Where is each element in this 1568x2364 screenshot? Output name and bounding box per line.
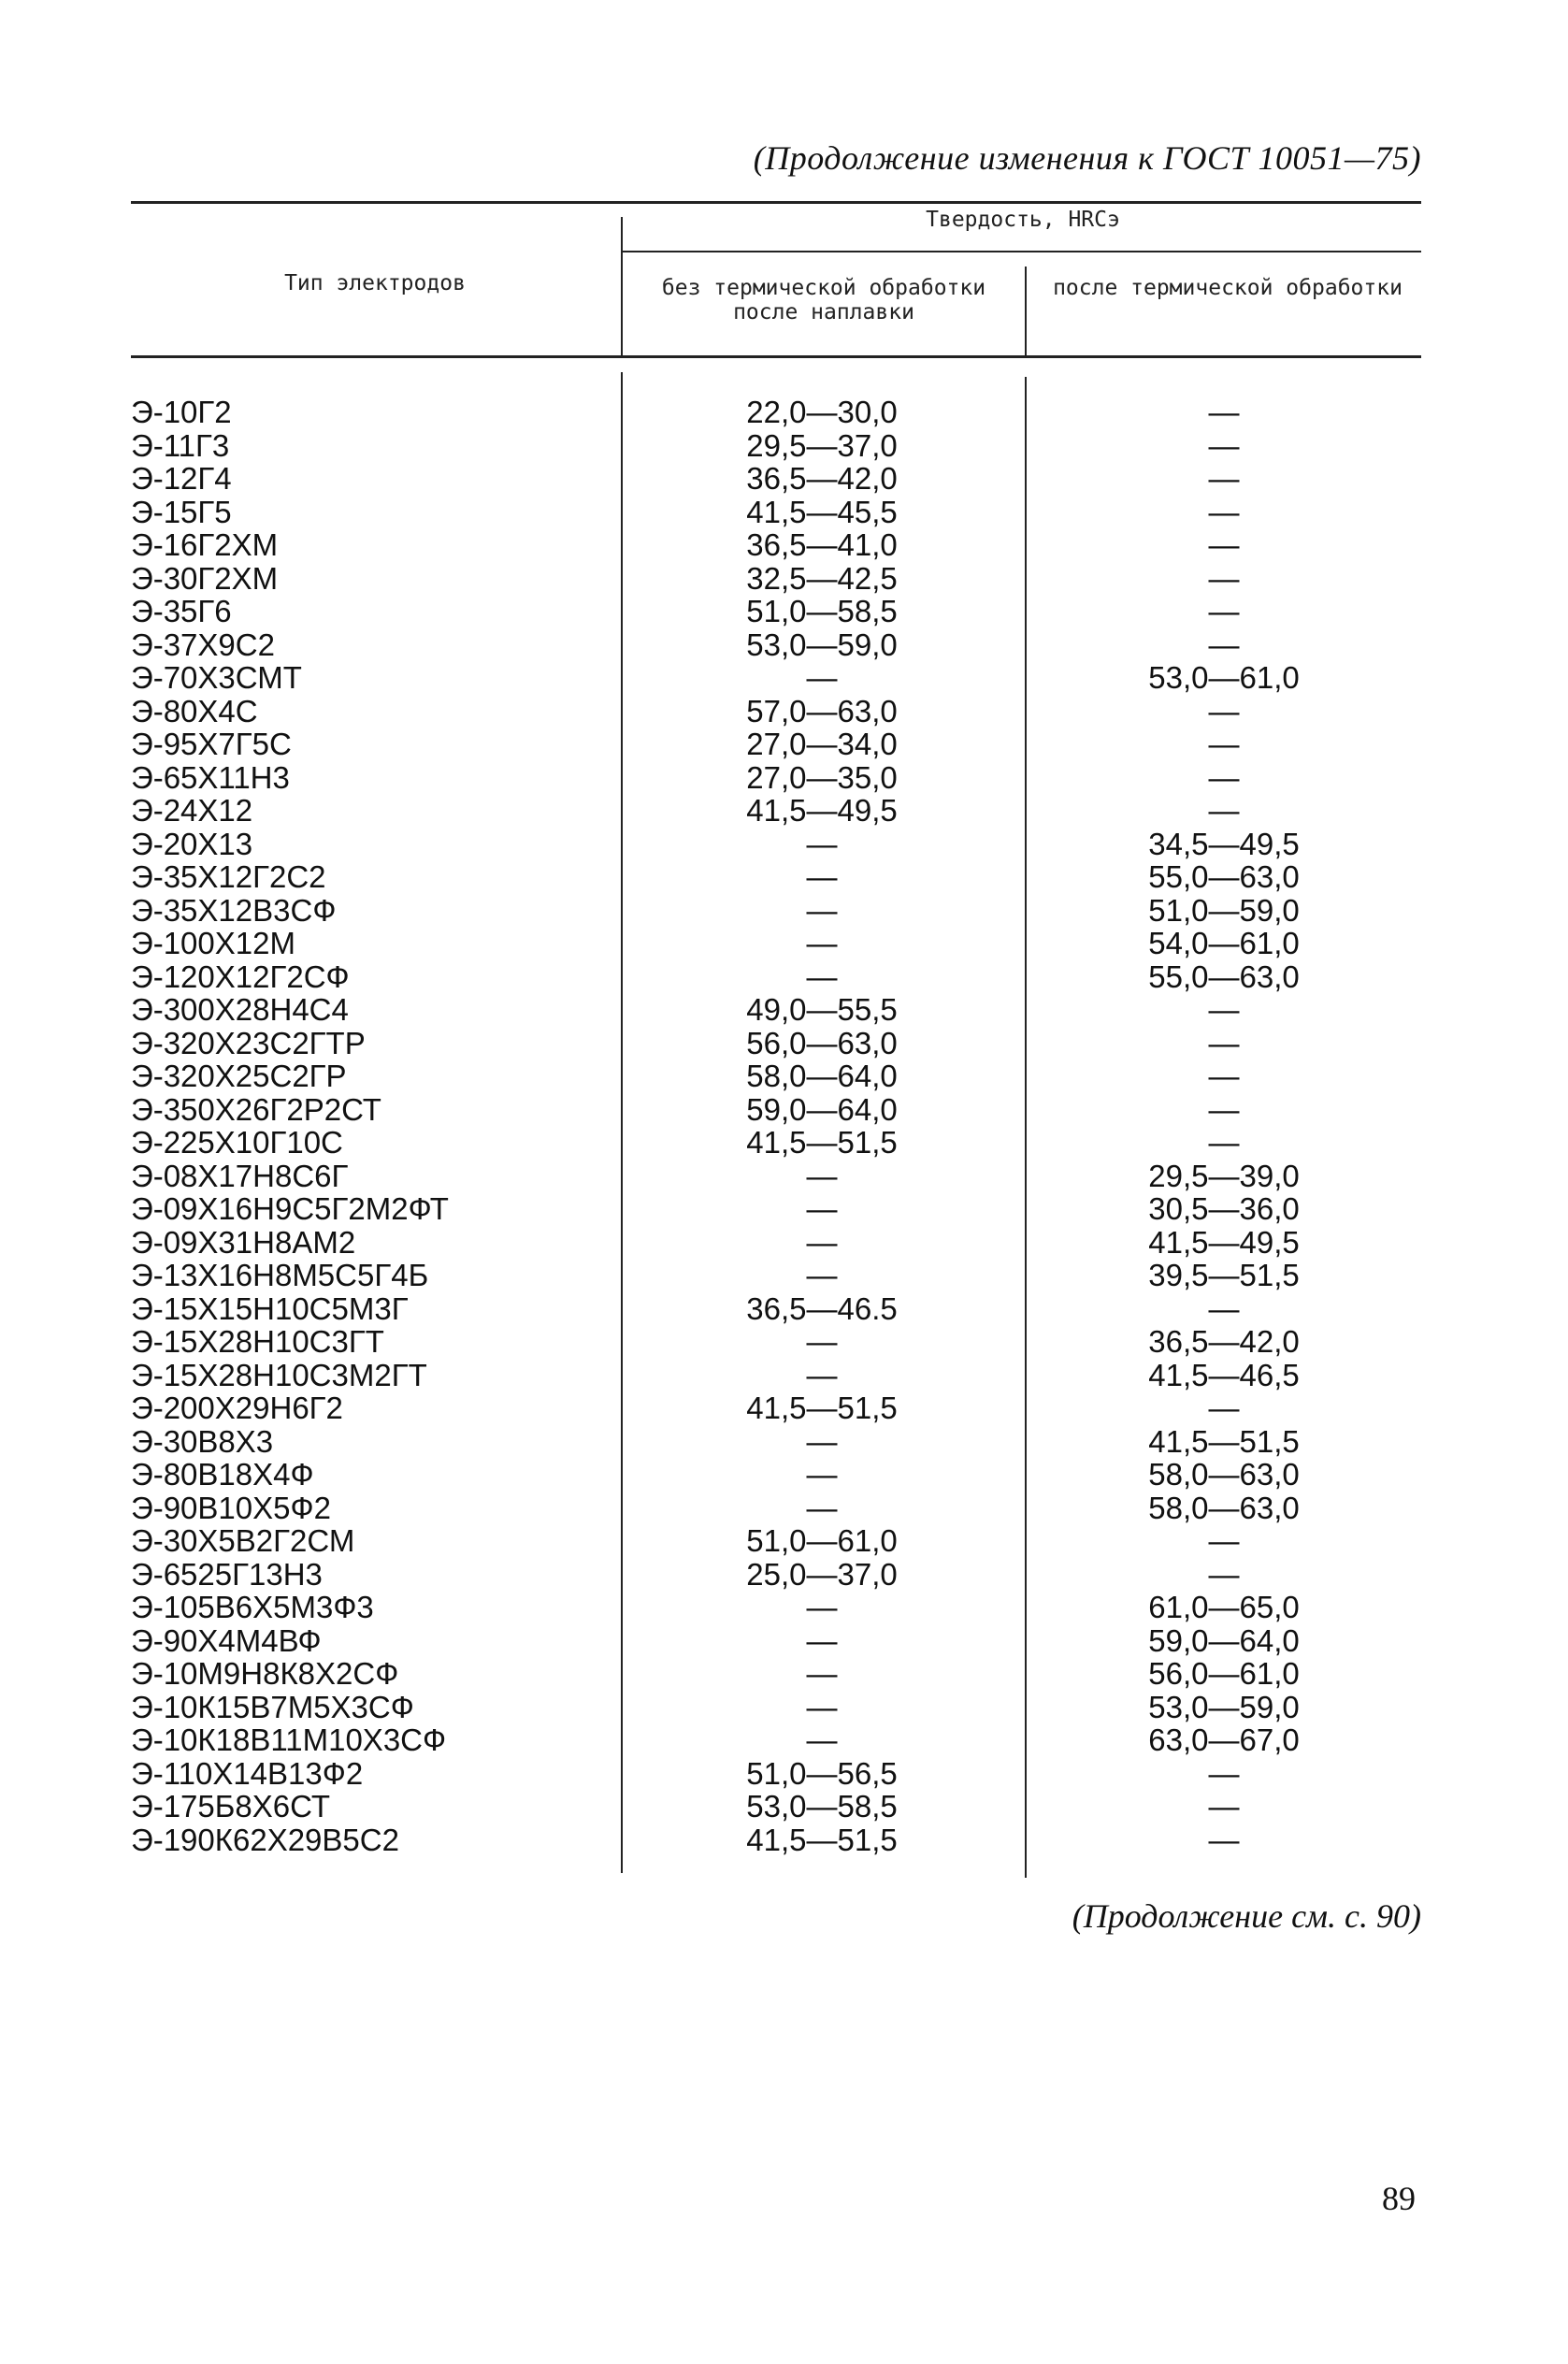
- electrode-type-cell: Э-105В6Х5М3Ф3: [131, 1590, 374, 1624]
- electrode-type-cell: Э-09Х16Н9С5Г2М2ФТ: [131, 1191, 449, 1226]
- electrode-type-cell: Э-100Х12М: [131, 926, 295, 960]
- col-no-heat-header: без термической обработки после наплавки: [661, 276, 986, 324]
- electrode-type-cell: Э-200Х29Н6Г2: [131, 1391, 343, 1425]
- hardness-no-heat-cell: —: [806, 1258, 838, 1292]
- electrode-type-cell: Э-190К62Х29В5С2: [131, 1822, 399, 1857]
- hardness-no-heat-cell: 51,0—58,5: [746, 594, 898, 628]
- hardness-no-heat-cell: —: [806, 1357, 838, 1392]
- hardness-subheader-rule: [622, 251, 1421, 252]
- hardness-after-heat-cell: 36,5—42,0: [1148, 1324, 1300, 1359]
- hardness-after-heat-cell: 63,0—67,0: [1148, 1723, 1300, 1757]
- hardness-after-heat-cell: —: [1208, 1125, 1240, 1160]
- hardness-after-heat-cell: 53,0—59,0: [1148, 1689, 1300, 1724]
- electrode-type-cell: Э-10К18В11М10Х3СФ: [131, 1723, 447, 1757]
- electrode-type-cell: Э-90Х4М4ВФ: [131, 1622, 322, 1658]
- electrode-type-cell: Э-10Г2: [131, 395, 232, 429]
- hardness-after-heat-cell: —: [1208, 1059, 1240, 1093]
- electrode-type-cell: Э-350Х26Г2Р2СТ: [131, 1091, 381, 1127]
- hardness-no-heat-cell: 32,5—42,5: [746, 560, 898, 596]
- hardness-no-heat-cell: 51,0—56,5: [746, 1755, 898, 1791]
- hardness-after-heat-cell: —: [1208, 1391, 1240, 1425]
- electrode-type-cell: Э-70Х3СМТ: [131, 660, 302, 695]
- hardness-no-heat-cell: —: [806, 1457, 838, 1492]
- electrode-type-cell: Э-90В10Х5Ф2: [131, 1490, 331, 1525]
- electrode-type-cell: Э-6525Г13Н3: [131, 1556, 323, 1592]
- hardness-after-heat-cell: 51,0—59,0: [1148, 892, 1300, 928]
- hardness-no-heat-cell: 53,0—58,5: [746, 1789, 898, 1823]
- hardness-after-heat-cell: —: [1208, 594, 1240, 628]
- electrode-type-cell: Э-110Х14В13Ф2: [131, 1755, 364, 1791]
- hardness-no-heat-cell: 27,0—35,0: [746, 759, 898, 795]
- electrode-type-cell: Э-95Х7Г5С: [131, 727, 292, 761]
- hardness-no-heat-cell: —: [806, 1158, 838, 1193]
- hardness-no-heat-cell: 59,0—64,0: [746, 1091, 898, 1127]
- hardness-after-heat-cell: —: [1208, 395, 1240, 429]
- electrode-type-cell: Э-320Х23С2ГТР: [131, 1025, 366, 1060]
- electrode-type-cell: Э-24Х12: [131, 793, 253, 828]
- hardness-after-heat-cell: —: [1208, 1523, 1240, 1558]
- electrode-type-cell: Э-65Х11Н3: [131, 759, 290, 795]
- hardness-no-heat-cell: —: [806, 1490, 838, 1525]
- hardness-no-heat-cell: —: [806, 1689, 838, 1724]
- electrode-type-cell: Э-20Х13: [131, 826, 253, 861]
- header-divider-mid: [1025, 267, 1027, 355]
- hardness-after-heat-cell: 56,0—61,0: [1148, 1656, 1300, 1691]
- electrode-type-cell: Э-15Х28Н10С3ГТ: [131, 1324, 384, 1359]
- electrode-type-cell: Э-11Г3: [131, 427, 230, 463]
- electrode-type-cell: Э-120Х12Г2СФ: [131, 959, 350, 994]
- hardness-after-heat-cell: —: [1208, 1025, 1240, 1060]
- electrode-type-cell: Э-15Х15Н10С5М3Г: [131, 1290, 409, 1326]
- header-bottom-rule: [131, 355, 1421, 358]
- hardness-after-heat-cell: —: [1208, 461, 1240, 496]
- electrode-type-cell: Э-30В8Х3: [131, 1423, 274, 1459]
- hardness-no-heat-cell: —: [806, 1590, 838, 1624]
- hardness-no-heat-cell: 36,5—42,0: [746, 461, 898, 496]
- hardness-after-heat-cell: —: [1208, 992, 1240, 1027]
- hardness-after-heat-cell: 29,5—39,0: [1148, 1158, 1300, 1193]
- electrode-type-cell: Э-10М9Н8К8Х2СФ: [131, 1656, 399, 1691]
- hardness-after-heat-cell: 34,5—49,5: [1148, 826, 1300, 861]
- hardness-after-heat-cell: 41,5—46,5: [1148, 1357, 1300, 1392]
- hardness-after-heat-cell: —: [1208, 1091, 1240, 1127]
- hardness-no-heat-cell: —: [806, 826, 838, 861]
- hardness-after-heat-cell: —: [1208, 427, 1240, 463]
- hardness-no-heat-cell: —: [806, 1723, 838, 1757]
- hardness-after-heat-cell: —: [1208, 1290, 1240, 1326]
- electrode-type-cell: Э-35Х12Г2С2: [131, 859, 326, 894]
- hardness-no-heat-cell: 53,0—59,0: [746, 627, 898, 662]
- hardness-no-heat-cell: 58,0—64,0: [746, 1059, 898, 1093]
- electrode-type-cell: Э-15Х28Н10С3М2ГТ: [131, 1357, 427, 1392]
- hardness-after-heat-cell: 54,0—61,0: [1148, 926, 1300, 960]
- hardness-no-heat-cell: 25,0—37,0: [746, 1556, 898, 1592]
- electrode-type-cell: Э-320Х25С2ГР: [131, 1059, 347, 1093]
- electrode-type-cell: Э-30Г2ХМ: [131, 560, 279, 596]
- hardness-no-heat-cell: 41,5—51,5: [746, 1391, 898, 1425]
- hardness-no-heat-cell: —: [806, 892, 838, 928]
- hardness-after-heat-cell: —: [1208, 727, 1240, 761]
- hardness-after-heat-cell: —: [1208, 793, 1240, 828]
- hardness-no-heat-cell: —: [806, 1324, 838, 1359]
- hardness-after-heat-cell: —: [1208, 1822, 1240, 1857]
- table-top-rule: [131, 201, 1421, 204]
- electrode-type-cell: Э-80Х4С: [131, 693, 258, 728]
- hardness-after-heat-cell: —: [1208, 759, 1240, 795]
- hardness-after-heat-cell: —: [1208, 527, 1240, 562]
- hardness-no-heat-cell: 41,5—49,5: [746, 793, 898, 828]
- hardness-no-heat-cell: —: [806, 660, 838, 695]
- hardness-after-heat-cell: 39,5—51,5: [1148, 1258, 1300, 1292]
- hardness-no-heat-cell: 36,5—41,0: [746, 527, 898, 562]
- hardness-after-heat-cell: 41,5—51,5: [1148, 1423, 1300, 1459]
- electrode-type-cell: Э-12Г4: [131, 461, 232, 496]
- hardness-after-heat-cell: 30,5—36,0: [1148, 1191, 1300, 1226]
- electrode-type-cell: Э-10К15В7М5Х3СФ: [131, 1689, 414, 1724]
- electrode-type-cell: Э-35Г6: [131, 594, 232, 628]
- electrode-type-cell: Э-37Х9С2: [131, 627, 275, 662]
- electrode-type-cell: Э-80В18Х4Ф: [131, 1457, 314, 1492]
- continuation-footer: (Продолжение см. с. 90): [1072, 1897, 1421, 1935]
- hardness-no-heat-cell: 36,5—46.5: [746, 1290, 898, 1326]
- hardness-no-heat-cell: 41,5—45,5: [746, 494, 898, 529]
- electrode-type-cell: Э-300Х28Н4С4: [131, 992, 349, 1027]
- hardness-after-heat-cell: —: [1208, 560, 1240, 596]
- hardness-after-heat-cell: —: [1208, 1556, 1240, 1592]
- hardness-after-heat-column: [1027, 396, 1421, 1856]
- hardness-no-heat-cell: 56,0—63,0: [746, 1025, 898, 1060]
- hardness-no-heat-cell: —: [806, 959, 838, 994]
- hardness-no-heat-cell: —: [806, 1622, 838, 1658]
- electrode-type-cell: Э-35Х12В3СФ: [131, 892, 337, 928]
- electrode-type-cell: Э-16Г2ХМ: [131, 527, 279, 562]
- header-divider-left: [621, 217, 623, 355]
- electrode-type-cell: Э-175Б8Х6СТ: [131, 1789, 331, 1823]
- hardness-no-heat-cell: 41,5—51,5: [746, 1125, 898, 1160]
- col-after-heat-header: после термической обработки: [1053, 276, 1403, 300]
- col-type-header: Тип электродов: [284, 271, 466, 296]
- hardness-after-heat-cell: 53,0—61,0: [1148, 660, 1300, 695]
- electrode-type-cell: Э-09Х31Н8АМ2: [131, 1224, 356, 1260]
- hardness-no-heat-cell: —: [806, 926, 838, 960]
- continuation-header: (Продолжение изменения к ГОСТ 10051—75): [753, 139, 1421, 177]
- hardness-no-heat-cell: 51,0—61,0: [746, 1523, 898, 1558]
- electrode-type-cell: Э-15Г5: [131, 494, 232, 529]
- hardness-after-heat-cell: —: [1208, 494, 1240, 529]
- hardness-after-heat-cell: 58,0—63,0: [1148, 1457, 1300, 1492]
- hardness-no-heat-cell: 27,0—34,0: [746, 727, 898, 761]
- electrode-type-column: [131, 396, 617, 1856]
- hardness-no-heat-cell: —: [806, 1423, 838, 1459]
- hardness-after-heat-cell: 55,0—63,0: [1148, 859, 1300, 894]
- hardness-after-heat-cell: 58,0—63,0: [1148, 1490, 1300, 1525]
- body-divider-left: [621, 372, 623, 1873]
- hardness-after-heat-cell: —: [1208, 627, 1240, 662]
- hardness-no-heat-cell: —: [806, 859, 838, 894]
- hardness-no-heat-cell: —: [806, 1656, 838, 1691]
- hardness-no-heat-column: [625, 396, 1019, 1856]
- hardness-no-heat-cell: 41,5—51,5: [746, 1822, 898, 1857]
- hardness-after-heat-cell: —: [1208, 1755, 1240, 1791]
- hardness-after-heat-cell: 41,5—49,5: [1148, 1224, 1300, 1260]
- hardness-no-heat-cell: —: [806, 1191, 838, 1226]
- hardness-no-heat-cell: 29,5—37,0: [746, 427, 898, 463]
- electrode-type-cell: Э-13Х16Н8М5С5Г4Б: [131, 1258, 429, 1292]
- hardness-after-heat-cell: 61,0—65,0: [1148, 1590, 1300, 1624]
- hardness-no-heat-cell: 49,0—55,5: [746, 992, 898, 1027]
- hardness-after-heat-cell: —: [1208, 693, 1240, 728]
- hardness-after-heat-cell: 59,0—64,0: [1148, 1622, 1300, 1658]
- hardness-no-heat-cell: 57,0—63,0: [746, 693, 898, 728]
- hardness-after-heat-cell: 55,0—63,0: [1148, 959, 1300, 994]
- electrode-type-cell: Э-08Х17Н8С6Г: [131, 1158, 349, 1193]
- hardness-after-heat-cell: —: [1208, 1789, 1240, 1823]
- hardness-header: Твердость, HRCэ: [926, 208, 1120, 232]
- page-number: 89: [1382, 2180, 1416, 2217]
- electrode-type-cell: Э-225Х10Г10С: [131, 1125, 343, 1160]
- hardness-no-heat-cell: —: [806, 1224, 838, 1260]
- hardness-no-heat-cell: 22,0—30,0: [746, 395, 898, 429]
- electrode-type-cell: Э-30Х5В2Г2СМ: [131, 1523, 355, 1558]
